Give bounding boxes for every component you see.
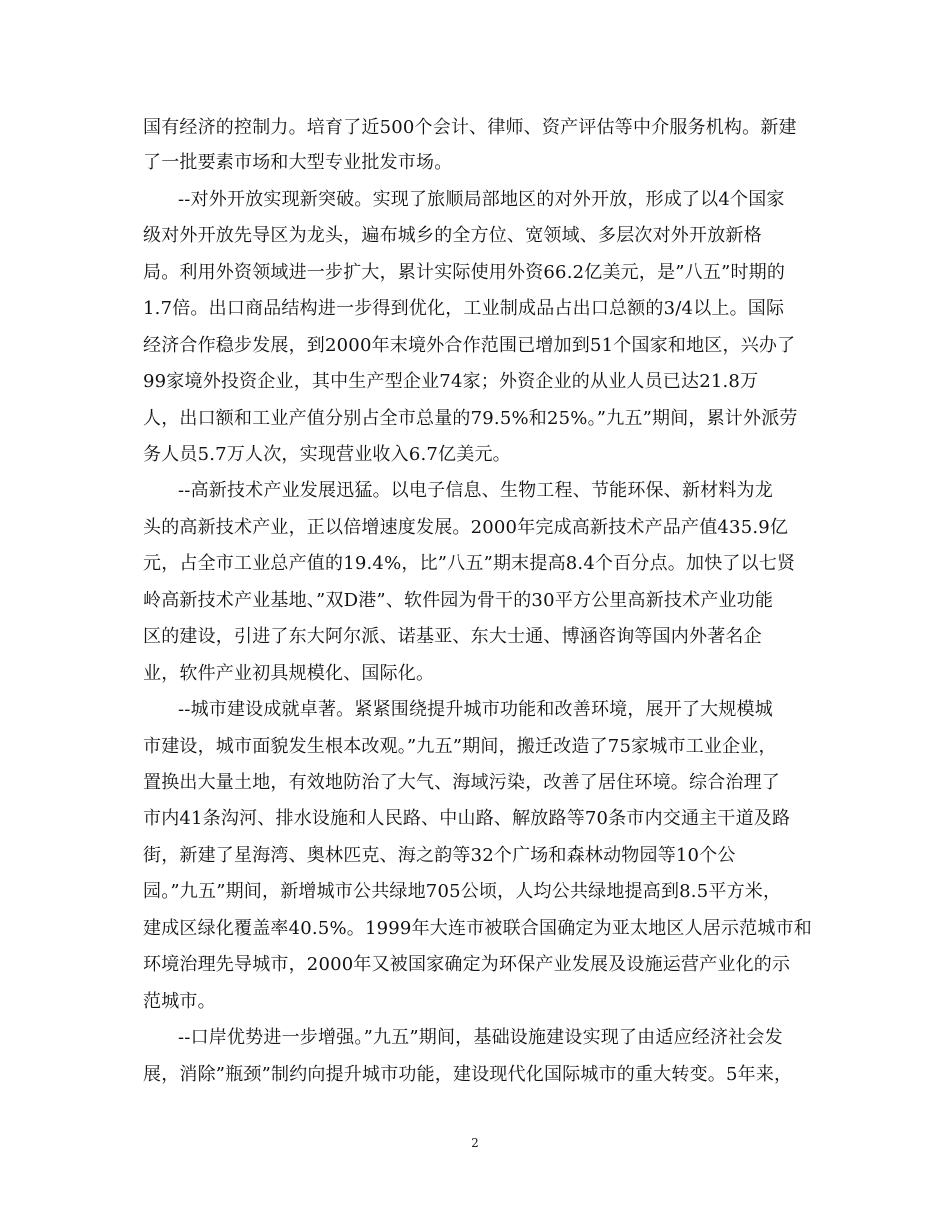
text-line: 元，占全市工业总产值的19.4%，比”八五”期末提高8.4个百分点。加快了以七贤 [143,553,796,574]
text-line: 园。”九五”期间，新增城市公共绿地705公顷，人均公共绿地提高到8.5平方米， [143,881,782,902]
text-line: 国有经济的控制力。培育了近500个会计、律师、资产评估等中介服务机构。新建 [143,117,797,138]
page-number: 2 [471,1136,479,1150]
text-line: 置换出大量土地，有效地防治了大气、海域污染，改善了居住环境。综合治理了 [143,772,780,793]
text-line: 市建设，城市面貌发生根本改观。”九五”期间，搬迁改造了75家城市工业企业， [143,736,777,757]
paragraph-urban-construction: --城市建设成就卓著。紧紧围绕提升城市功能和改善环境，展开了大规模城 [178,699,773,720]
text-line: 人，出口额和工业产值分别占全市总量的79.5%和25%。”九五”期间，累计外派劳 [143,408,798,429]
text-line: 级对外开放先导区为龙头，遍布城乡的全方位、宽领域、多层次对外开放新格 [143,225,762,246]
text-line: 99家境外投资企业，其中生产型企业74家；外资企业的从业人员已达21.8万 [143,371,759,392]
text-line: 了一批要素市场和大型专业批发市场。 [143,152,453,173]
text-line: 范城市。 [143,991,216,1012]
paragraph-foreign-opening: --对外开放实现新突破。实现了旅顺局部地区的对外开放，形成了以4个国家 [178,189,785,210]
text-line: 务人员5.7万人次，实现营业收入6.7亿美元。 [143,444,511,465]
text-line: 岭高新技术产业基地、”双D港”、软件园为骨干的30平方公里高新技术产业功能 [143,590,774,611]
paragraph-high-tech: --高新技术产业发展迅猛。以电子信息、生物工程、节能环保、新材料为龙 [178,480,773,501]
text-line: 街，新建了星海湾、奥林匹克、海之韵等32个广场和森林动物园等10个公 [143,845,736,866]
text-line: 建成区绿化覆盖率40.5%。1999年大连市被联合国确定为亚太地区人居示范城市和 [143,918,812,939]
text-line: 展，消除”瓶颈”制约向提升城市功能，建设现代化国际城市的重大转变。5年来， [143,1064,793,1085]
text-line: 业，软件产业初具规模化、国际化。 [143,663,435,684]
text-line: 头的高新技术产业，正以倍增速度发展。2000年完成高新技术产品产值435.9亿 [143,517,789,538]
text-line: 经济合作稳步发展，到2000年末境外合作范围已增加到51个国家和地区，兴办了 [143,335,796,356]
paragraph-port-advantage: --口岸优势进一步增强。”九五”期间，基础设施建设实现了由适应经济社会发 [178,1027,783,1048]
text-line: 1.7倍。出口商品结构进一步得到优化，工业制成品占出口总额的3/4以上。国际 [143,298,785,319]
text-line: 市内41条沟河、排水设施和人民路、中山路、解放路等70条市内交通主干道及路 [143,808,791,829]
text-line: 局。利用外资领域进一步扩大，累计实际使用外资66.2亿美元，是”八五”时期的 [143,262,786,283]
text-line: 环境治理先导城市，2000年又被国家确定为环保产业发展及设施运营产业化的示 [143,954,791,975]
text-line: 区的建设，引进了东大阿尔派、诺基亚、东大士通、博涵咨询等国内外著名企 [143,626,762,647]
